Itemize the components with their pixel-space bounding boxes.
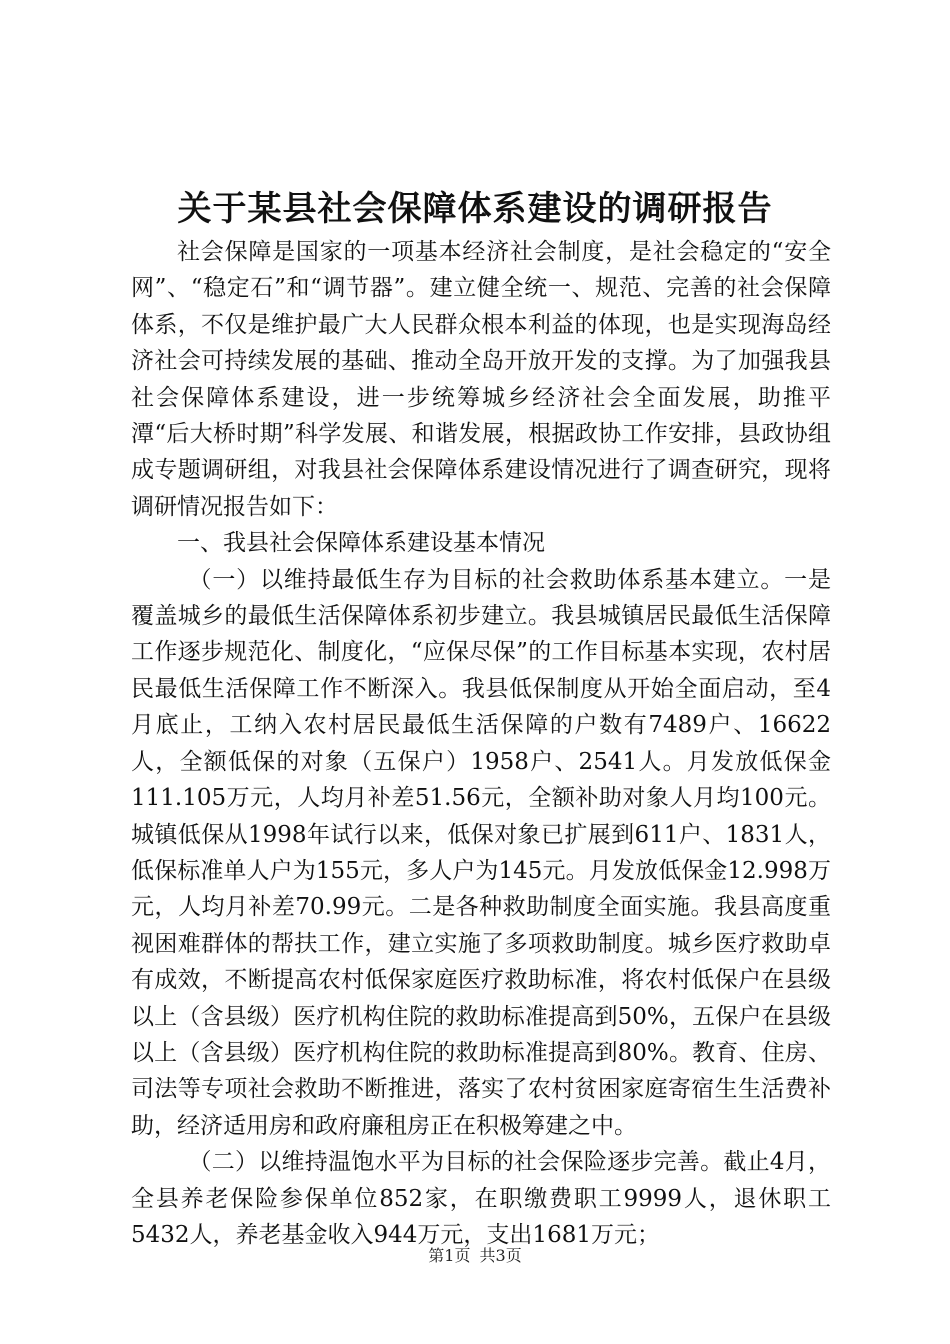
page-number: 第1页 <box>428 1246 471 1265</box>
document-body <box>131 234 831 1253</box>
document-title: 关于某县社会保障体系建设的调研报告 <box>177 189 773 229</box>
section-heading: 一、我县社会保障体系建设基本情况 <box>177 530 545 557</box>
page-total: 共3页 <box>479 1246 522 1265</box>
page-footer <box>0 1244 950 1268</box>
subsection-paragraph-1: （一）以维持最低生存为目标的社会救助体系基本建立。一是覆盖城乡的最低生活保障体系初步建立。我县城镇居民最低生活保障工作逐步规范化、制度化，“应保尽保”的工作目标基本实现，农村居民最低生活保障工作不断深入。我县低保制度从开始全面启动，至4月底止，工纳入农村居民最低生活保障的户数有7489户、16622人，全额低保的对象（五保户）1958户、2541人。月发放低保金111.105万元，人均月补差51.56元，全额补助对象人月均100元。城镇低保从1998年试行以来，低保对象已扩展到611户、1831人，低保标准单人户为155元，多人户为145元。月发放低保金12.998万元，人均月补差70.99元。二是各种救助制度全面实施。我县高度重视困难群体的帮扶工作，建立实施了多项救助制度。城乡医疗救助卓有成效，不断提高农村低保家庭医疗救助标准，将农村低保户在县级以上（含县级）医疗机构住院的救助标准提高到50%，五保户在县级以上（含县级）医疗机构住院的救助标准提高到80%。教育、住房、司法等专项社会救助不断推进，落实了农村贫困家庭寄宿生生活费补助，经济适用房和政府廉租房正在积极筹建之中。 <box>131 566 831 1139</box>
intro-paragraph: 社会保障是国家的一项基本经济社会制度，是社会稳定的“安全网”、“稳定石”和“调节器”。建立健全统一、规范、完善的社会保障体系，不仅是维护最广大人民群众根本利益的体现，也是实现海岛经济社会可持续发展的基础、推动全岛开放开发的支撑。为了加强我县社会保障体系建设，进一步统筹城乡经济社会全面发展，助推平潭“后大桥时期”科学发展、和谐发展，根据政协工作安排，县政协组成专题调研组，对我县社会保障体系建设情况进行了调查研究，现将调研情况报告如下： <box>131 239 831 520</box>
subsection-paragraph-2: （二）以维持温饱水平为目标的社会保险逐步完善。截止4月，全县养老保险参保单位852家，在职缴费职工9999人，退休职工5432人，养老基金收入944万元，支出1681万元； <box>131 1149 831 1248</box>
